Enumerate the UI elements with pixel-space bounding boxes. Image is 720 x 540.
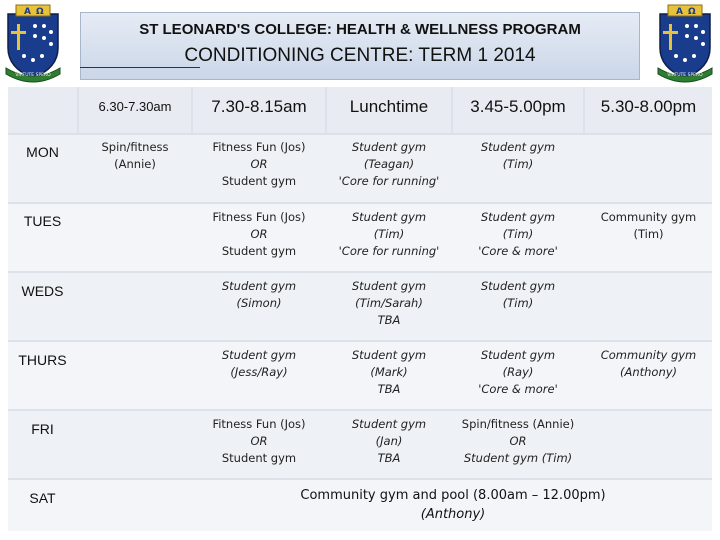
- session-line: Spin/fitness (Annie): [461, 417, 575, 431]
- session-line: TBA: [377, 382, 401, 396]
- session-line: Student gym: [480, 348, 556, 362]
- session-cell: [193, 416, 325, 467]
- session-line: Student gym: [351, 348, 427, 362]
- column-header-label: 7.30-8.15am: [211, 97, 307, 116]
- session-cell: [327, 416, 451, 467]
- column-header: [193, 87, 325, 133]
- session-line: 'Core for running': [338, 174, 440, 188]
- session-cell: [585, 209, 712, 243]
- session-line: 'Core for running': [338, 244, 440, 258]
- column-header: [585, 87, 712, 133]
- crest-letter-right: Ω: [688, 7, 696, 17]
- page-title: ST LEONARD'S COLLEGE: HEALTH & WELLNESS PROGRAM: [139, 21, 581, 38]
- college-crest-right: [654, 2, 716, 84]
- session-line: (Tim): [502, 157, 534, 171]
- title-underline: [80, 67, 200, 68]
- column-header-label: Lunchtime: [349, 97, 429, 116]
- session-line: (Mark): [370, 365, 408, 379]
- session-line: Student gym: [480, 210, 556, 224]
- session-line: OR: [509, 434, 527, 448]
- session-line: Spin/fitness: [101, 140, 169, 154]
- session-line: OR: [250, 434, 268, 448]
- day-label: SAT: [29, 490, 56, 506]
- column-header: [327, 87, 451, 133]
- session-line: (Tim/Sarah): [355, 296, 423, 310]
- session-line: (Jess/Ray): [230, 365, 288, 379]
- session-cell: [453, 209, 583, 260]
- column-header-label: 3.45-5.00pm: [470, 97, 566, 116]
- session-cell: [193, 209, 325, 260]
- crest-motto-left: VIRTUTE SPERO: [15, 73, 51, 78]
- page-subtitle: CONDITIONING CENTRE: TERM 1 2014: [184, 45, 536, 66]
- session-line: (Anthony): [619, 365, 678, 379]
- column-header: [79, 87, 191, 133]
- crest-letter-right: Ω: [36, 7, 44, 17]
- day-label: MON: [26, 144, 59, 160]
- session-line: (Tim): [502, 227, 534, 241]
- session-line: Fitness Fun (Jos): [212, 140, 306, 154]
- timetable: [8, 87, 712, 531]
- session-line: Student gym: [221, 348, 297, 362]
- session-cell: [193, 139, 325, 190]
- session-cell: [453, 139, 583, 173]
- session-line: TBA: [377, 313, 401, 327]
- column-header-label: 6.30-7.30am: [98, 99, 172, 114]
- day-label: FRI: [31, 421, 54, 437]
- session-line: TBA: [377, 451, 401, 465]
- session-line: (Annie): [114, 157, 156, 171]
- saturday-line: (Anthony): [420, 507, 486, 522]
- session-line: Fitness Fun (Jos): [212, 210, 306, 224]
- session-line: 'Core & more': [478, 244, 558, 258]
- session-line: Student gym: [221, 244, 297, 258]
- session-line: Student gym: [351, 417, 427, 431]
- session-line: Student gym: [480, 140, 556, 154]
- saturday-session: [208, 486, 698, 524]
- session-line: OR: [250, 227, 268, 241]
- session-line: Community gym: [600, 210, 697, 224]
- college-crest-left: [2, 2, 64, 84]
- session-cell: [453, 416, 583, 467]
- title-banner: [80, 12, 640, 80]
- session-line: Student gym: [351, 140, 427, 154]
- session-cell: [327, 209, 451, 260]
- session-cell: [327, 139, 451, 190]
- session-line: Student gym (Tim): [463, 451, 573, 465]
- session-cell: [585, 347, 712, 381]
- session-line: (Jan): [375, 434, 403, 448]
- crest-letter-left: A: [676, 7, 683, 17]
- session-cell: [327, 347, 451, 398]
- session-cell: [327, 278, 451, 329]
- session-line: (Tim): [373, 227, 405, 241]
- session-cell: [453, 347, 583, 398]
- session-line: (Tim): [502, 296, 534, 310]
- session-cell: [193, 347, 325, 381]
- session-cell: [79, 139, 191, 173]
- session-line: Student gym: [221, 279, 297, 293]
- session-line: Student gym: [351, 210, 427, 224]
- crest-letter-left: A: [24, 7, 31, 17]
- column-header: [453, 87, 583, 133]
- session-cell: [193, 278, 325, 312]
- session-line: (Simon): [236, 296, 282, 310]
- column-header-label: 5.30-8.00pm: [600, 97, 697, 116]
- session-line: (Tim): [633, 227, 664, 241]
- session-line: Student gym: [351, 279, 427, 293]
- saturday-line: Community gym and pool (8.00am – 12.00pm): [300, 488, 606, 503]
- session-line: Student gym: [221, 451, 297, 465]
- session-line: OR: [250, 157, 268, 171]
- corner-cell: [8, 87, 77, 133]
- session-line: Student gym: [221, 174, 297, 188]
- session-line: 'Core & more': [478, 382, 558, 396]
- day-label: THURS: [18, 352, 67, 368]
- session-cell: [453, 278, 583, 312]
- day-label: TUES: [23, 213, 62, 229]
- session-line: Community gym: [600, 348, 697, 362]
- session-line: (Teagan): [363, 157, 415, 171]
- day-label: WEDS: [21, 283, 64, 299]
- session-line: Student gym: [480, 279, 556, 293]
- session-line: (Ray): [502, 365, 534, 379]
- session-line: Fitness Fun (Jos): [212, 417, 306, 431]
- crest-motto-right: VIRTUTE SPERO: [667, 73, 703, 78]
